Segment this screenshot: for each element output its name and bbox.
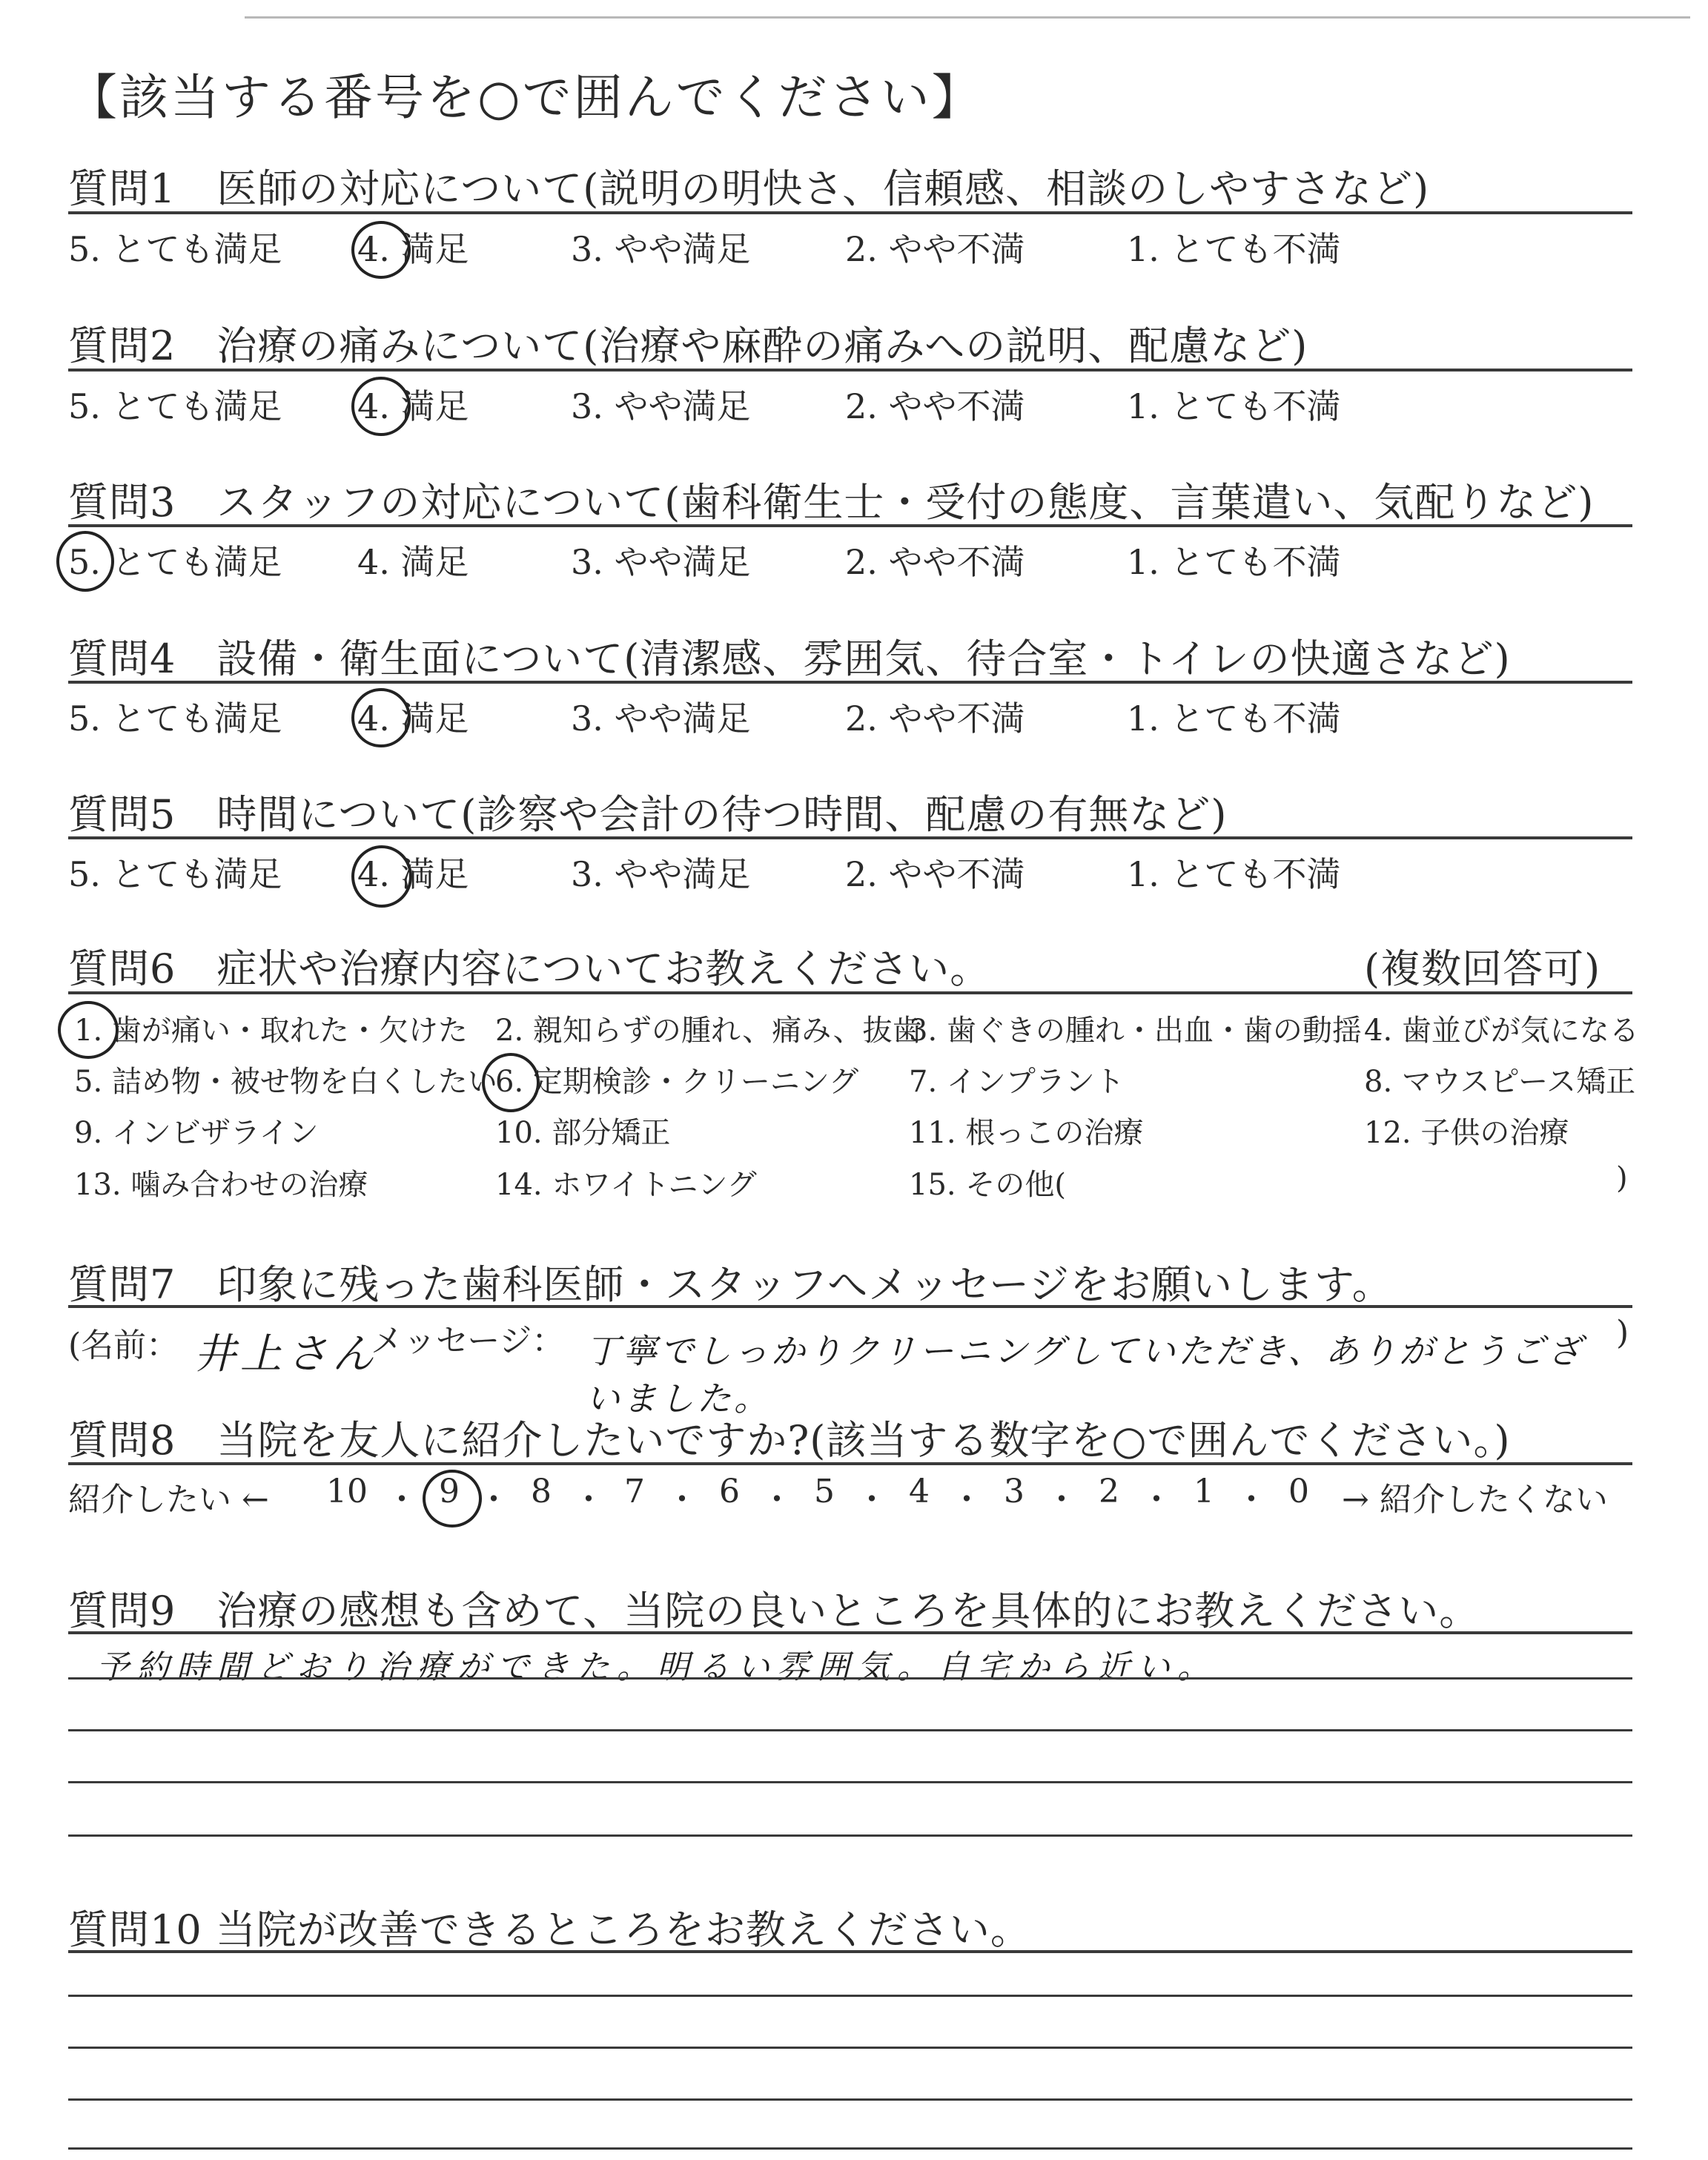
q3-rule bbox=[68, 524, 1632, 527]
q3-option-3[interactable]: 3. やや満足 bbox=[571, 542, 751, 582]
q2-option-5[interactable]: 5. とても満足 bbox=[68, 386, 282, 426]
q8-scale-4[interactable]: 4 bbox=[909, 1473, 930, 1510]
q7-message-label: メッセージ： bbox=[371, 1322, 565, 1360]
q8-title: 質問8 当院を友人に紹介したいですか?(該当する数字を○で囲んでください。) bbox=[68, 1417, 1511, 1464]
q10-answer-line-2[interactable] bbox=[68, 2047, 1632, 2049]
instruction-header: 【該当する番号を○で囲んでください】 bbox=[68, 69, 983, 126]
q8-separator: ・ bbox=[950, 1481, 983, 1519]
q1-option-3[interactable]: 3. やや満足 bbox=[571, 229, 751, 269]
q4-option-3[interactable]: 3. やや満足 bbox=[571, 698, 751, 739]
q10-answer-line-3[interactable] bbox=[68, 2098, 1632, 2101]
q6-option-15-close: ) bbox=[1616, 1161, 1628, 1195]
q1-answer-circle bbox=[351, 221, 411, 279]
q5-answer-circle bbox=[351, 845, 412, 908]
q2-option-3[interactable]: 3. やや満足 bbox=[571, 386, 751, 426]
q8-right-label: → 紹介したくない bbox=[1342, 1481, 1608, 1519]
q6-option-6[interactable]: 6. 定期検診・クリーニング bbox=[495, 1065, 859, 1099]
q6-title: 質問6 症状や治療内容についてお教えください。 bbox=[68, 945, 991, 992]
q4-option-1[interactable]: 1. とても不満 bbox=[1127, 698, 1341, 739]
q8-scale-3[interactable]: 3 bbox=[1004, 1473, 1025, 1510]
q5-option-1[interactable]: 1. とても不満 bbox=[1127, 854, 1341, 894]
q5-option-3[interactable]: 3. やや満足 bbox=[571, 854, 751, 894]
q6-option-7[interactable]: 7. インプラント bbox=[909, 1065, 1125, 1099]
q6-option-12[interactable]: 12. 子供の治療 bbox=[1364, 1116, 1569, 1150]
q6-option-1[interactable]: 1. 歯が痛い・取れた・欠けた bbox=[74, 1014, 468, 1048]
q10-title: 質問10 当院が改善できるところをお教えください。 bbox=[68, 1906, 1031, 1953]
q2-title: 質問2 治療の痛みについて(治療や麻酔の痛みへの説明、配慮など) bbox=[68, 323, 1308, 369]
q9-answer-line-2 bbox=[68, 1729, 1632, 1731]
q1-rule bbox=[68, 211, 1632, 214]
q2-option-1[interactable]: 1. とても不満 bbox=[1127, 386, 1341, 426]
q6-answer-circle-6 bbox=[482, 1053, 540, 1112]
q3-option-2[interactable]: 2. やや不満 bbox=[845, 542, 1025, 582]
q8-scale-10[interactable]: 10 bbox=[326, 1473, 368, 1510]
q8-separator: ・ bbox=[385, 1481, 418, 1519]
q5-title: 質問5 時間について(診察や会計の待つ時間、配慮の有無など) bbox=[68, 791, 1228, 838]
q4-title: 質問4 設備・衛生面について(清潔感、雰囲気、待合室・トイレの快適さなど) bbox=[68, 635, 1511, 682]
q3-option-4[interactable]: 4. 満足 bbox=[357, 542, 469, 582]
q8-separator: ・ bbox=[1235, 1481, 1268, 1519]
q6-option-13[interactable]: 13. 噛み合わせの治療 bbox=[74, 1168, 368, 1202]
q2-answer-circle bbox=[351, 377, 411, 436]
q7-title: 質問7 印象に残った歯科医師・スタッフへメッセージをお願いします。 bbox=[68, 1261, 1393, 1308]
q6-option-8[interactable]: 8. マウスピース矯正 bbox=[1364, 1065, 1636, 1099]
q6-rule bbox=[68, 991, 1632, 994]
q8-scale-2[interactable]: 2 bbox=[1099, 1473, 1119, 1510]
q3-option-1[interactable]: 1. とても不満 bbox=[1127, 542, 1341, 582]
q8-separator: ・ bbox=[855, 1481, 888, 1519]
q8-scale-9[interactable]: 9 bbox=[439, 1473, 460, 1510]
q7-name-value[interactable]: 井上さん bbox=[194, 1330, 378, 1378]
q5-option-2[interactable]: 2. やや不満 bbox=[845, 854, 1025, 894]
q8-rule bbox=[68, 1462, 1632, 1465]
q10-rule bbox=[68, 1950, 1632, 1953]
q8-scale-1[interactable]: 1 bbox=[1194, 1473, 1214, 1510]
q6-answer-circle-1 bbox=[58, 1001, 119, 1059]
q8-separator: ・ bbox=[666, 1481, 698, 1519]
q6-option-3[interactable]: 3. 歯ぐきの腫れ・出血・歯の動揺 bbox=[909, 1014, 1362, 1048]
q6-option-2[interactable]: 2. 親知らずの腫れ、痛み、抜歯 bbox=[495, 1014, 922, 1048]
q8-separator: ・ bbox=[477, 1481, 510, 1519]
q5-option-5[interactable]: 5. とても満足 bbox=[68, 854, 282, 894]
q1-option-4[interactable]: 4. 満足 bbox=[357, 229, 469, 269]
q8-scale-8[interactable]: 8 bbox=[531, 1473, 552, 1510]
q8-answer-circle bbox=[423, 1470, 482, 1527]
q8-scale-7[interactable]: 7 bbox=[624, 1473, 645, 1510]
q6-option-9[interactable]: 9. インビザライン bbox=[74, 1116, 319, 1150]
q9-answer-line-1 bbox=[68, 1677, 1632, 1680]
q7-message-value[interactable]: 丁寧でしっかりクリーニングしていただき、ありがとうございました。 bbox=[586, 1331, 1585, 1418]
q7-close-paren: ) bbox=[1616, 1314, 1629, 1352]
q4-option-2[interactable]: 2. やや不満 bbox=[845, 698, 1025, 739]
q8-separator: ・ bbox=[572, 1481, 605, 1519]
q8-scale-5[interactable]: 5 bbox=[814, 1473, 835, 1510]
q10-answer-line-4[interactable] bbox=[68, 2147, 1632, 2150]
q4-rule bbox=[68, 681, 1632, 684]
q8-scale-0[interactable]: 0 bbox=[1288, 1473, 1309, 1510]
q6-option-5[interactable]: 5. 詰め物・被せ物を白くしたい bbox=[74, 1065, 497, 1099]
q9-rule bbox=[68, 1631, 1632, 1634]
q6-option-15[interactable]: 15. その他( bbox=[909, 1168, 1066, 1202]
q2-option-2[interactable]: 2. やや不満 bbox=[845, 386, 1025, 426]
q1-option-1[interactable]: 1. とても不満 bbox=[1127, 229, 1341, 269]
q1-option-5[interactable]: 5. とても満足 bbox=[68, 229, 282, 269]
q4-answer-circle bbox=[351, 688, 411, 747]
q3-title: 質問3 スタッフの対応について(歯科衛生士・受付の態度、言葉遣い、気配りなど) bbox=[68, 479, 1595, 526]
scan-edge bbox=[245, 16, 1690, 19]
q9-answer-line-4 bbox=[68, 1834, 1632, 1837]
q8-left-label: 紹介したい ← bbox=[68, 1481, 269, 1519]
q8-separator: ・ bbox=[761, 1481, 793, 1519]
q6-option-10[interactable]: 10. 部分矯正 bbox=[495, 1116, 671, 1150]
q3-option-5[interactable]: 5. とても満足 bbox=[68, 542, 282, 582]
q7-name-label: (名前： bbox=[68, 1327, 179, 1364]
q9-title: 質問9 治療の感想も含めて、当院の良いところを具体的にお教えください。 bbox=[68, 1588, 1480, 1634]
q2-option-4[interactable]: 4. 満足 bbox=[357, 386, 469, 426]
q1-option-2[interactable]: 2. やや不満 bbox=[845, 229, 1025, 269]
q9-answer[interactable]: 予約時間どおり治療ができた。明るい雰囲気。自宅から近い。 bbox=[96, 1648, 1217, 1686]
q5-option-4[interactable]: 4. 満足 bbox=[357, 854, 469, 894]
q4-option-4[interactable]: 4. 満足 bbox=[357, 698, 469, 739]
q9-answer-line-3 bbox=[68, 1781, 1632, 1783]
q6-option-4[interactable]: 4. 歯並びが気になる bbox=[1364, 1014, 1639, 1048]
q1-title: 質問1 医師の対応について(説明の明快さ、信頼感、相談のしやすさなど) bbox=[68, 165, 1430, 212]
q10-answer-line-1[interactable] bbox=[68, 1995, 1632, 1997]
q8-scale-6[interactable]: 6 bbox=[719, 1473, 740, 1510]
q2-rule bbox=[68, 369, 1632, 371]
q6-note: (複数回答可) bbox=[1364, 945, 1601, 992]
q4-option-5[interactable]: 5. とても満足 bbox=[68, 698, 282, 739]
q8-separator: ・ bbox=[1045, 1481, 1078, 1519]
q5-rule bbox=[68, 836, 1632, 839]
q8-separator: ・ bbox=[1140, 1481, 1173, 1519]
q3-answer-circle bbox=[56, 531, 114, 592]
q7-rule bbox=[68, 1305, 1632, 1308]
q6-option-11[interactable]: 11. 根っこの治療 bbox=[909, 1116, 1144, 1150]
q6-option-14[interactable]: 14. ホワイトニング bbox=[495, 1168, 757, 1202]
